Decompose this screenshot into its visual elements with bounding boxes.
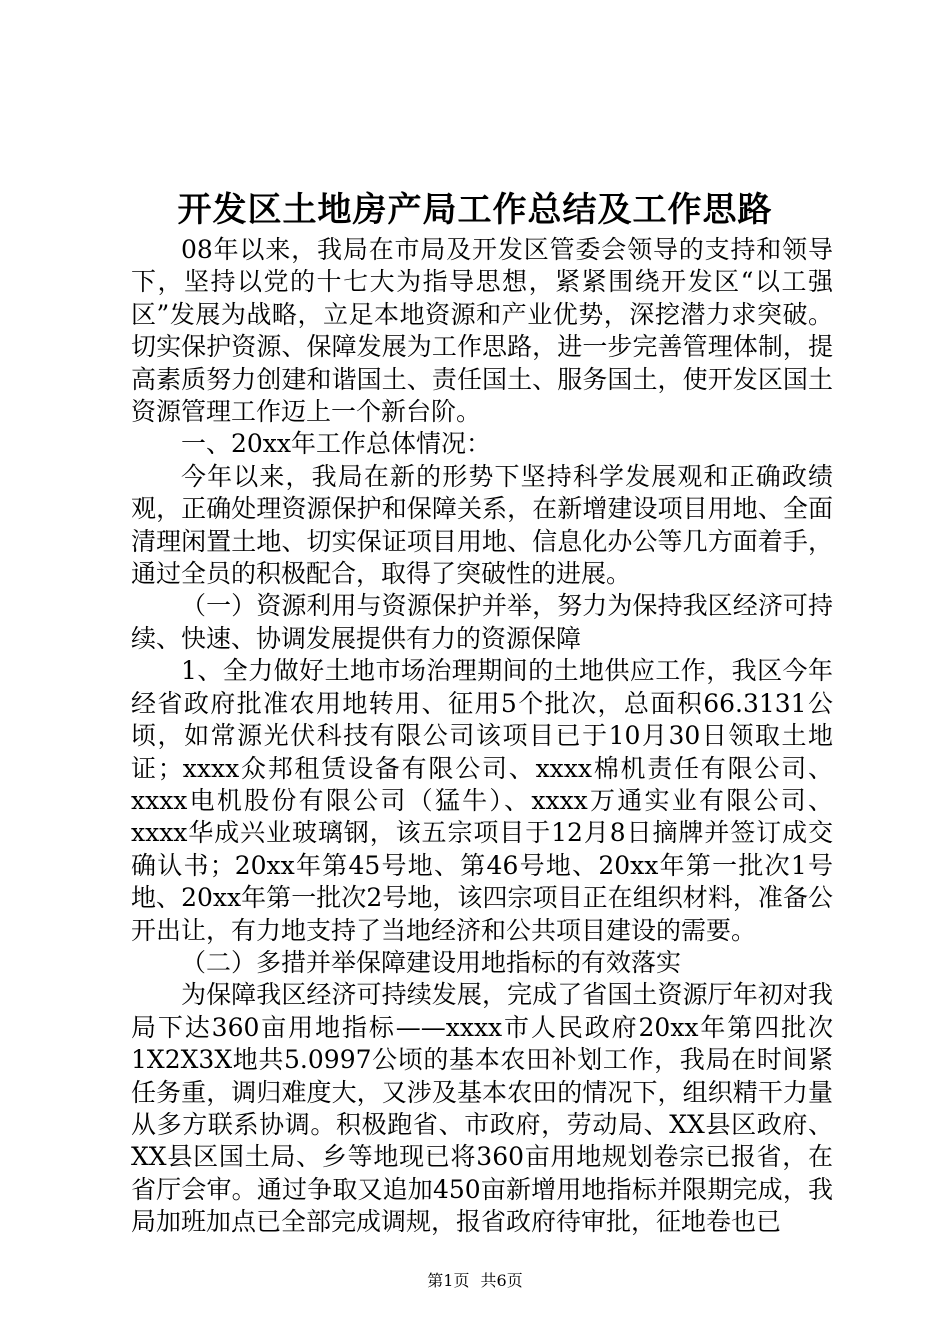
paragraph-land-supply: 1、全力做好土地市场治理期间的土地供应工作，我区今年经省政府批准农用地转用、征用5个批次，总面积66.3131公顷，如常源光伏科技有限公司该项目已于10月30日领取土地证；xxxx众邦租赁设备有限公司、xxxx棉机责任有限公司、xxxx电机股份有限公司（猛牛）、xxxx万通实业有限公司、xxxx华成兴业玻璃钢，该五宗项目于12月8日摘牌并签订成交确认书；20xx年第45号地、第46号地、20xx年第一批次1号地、20xx年第一批次2号地，该四宗项目正在组织材料，准备公开出让，有力地支持了当地经济和公共项目建设的需要。 (131, 656, 833, 945)
document-title: 开发区土地房产局工作总结及工作思路 (177, 190, 773, 230)
page-number: 第1页 (427, 1271, 470, 1290)
paragraph-overview: 今年以来，我局在新的形势下坚持科学发展观和正确政绩观，正确处理资源保护和保障关系，在新增建设项目用地、全面清理闲置土地、切实保证项目用地、信息化办公等几方面着手，通过全员的积极配合，取得了突破性的进展。 (131, 461, 833, 589)
document-body (131, 234, 833, 1239)
paragraph-land-quota: 为保障我区经济可持续发展，完成了省国土资源厅年初对我局下达360亩用地指标——xxxx市人民政府20xx年第四批次1X2X3X地共5.0997公顷的基本农田补划工作，我局在时间紧任务重，调归难度大，又涉及基本农田的情况下，组织精干力量从多方联系协调。积极跑省、市政府，劳动局、XX县区政府、XX县区国土局、乡等地现已将360亩用地规划卷宗已报省，在省厅会审。通过争取又追加450亩新增用地指标并限期完成，我局加班加点已全部完成调规，报省政府待审批，征地卷也已 (131, 980, 833, 1237)
subsection-heading-land-quota: （二）多措并举保障建设用地指标的有效落实 (181, 947, 682, 977)
page-footer (0, 1270, 950, 1292)
section-heading-overview: 一、20xx年工作总体情况： (181, 429, 492, 459)
page-total: 共6页 (480, 1271, 523, 1290)
subsection-heading-resources: （一）资源利用与资源保护并举，努力为保持我区经济可持续、快速、协调发展提供有力的资源保障 (131, 591, 833, 653)
paragraph-intro: 08年以来，我局在市局及开发区管委会领导的支持和领导下，坚持以党的十七大为指导思想，紧紧围绕开发区“以工强区”发展为战略，立足本地资源和产业优势，深挖潜力求突破。切实保护资源、保障发展为工作思路，进一步完善管理体制，提高素质努力创建和谐国土、责任国土、服务国土，使开发区国土资源管理工作迈上一个新台阶。 (131, 235, 833, 427)
